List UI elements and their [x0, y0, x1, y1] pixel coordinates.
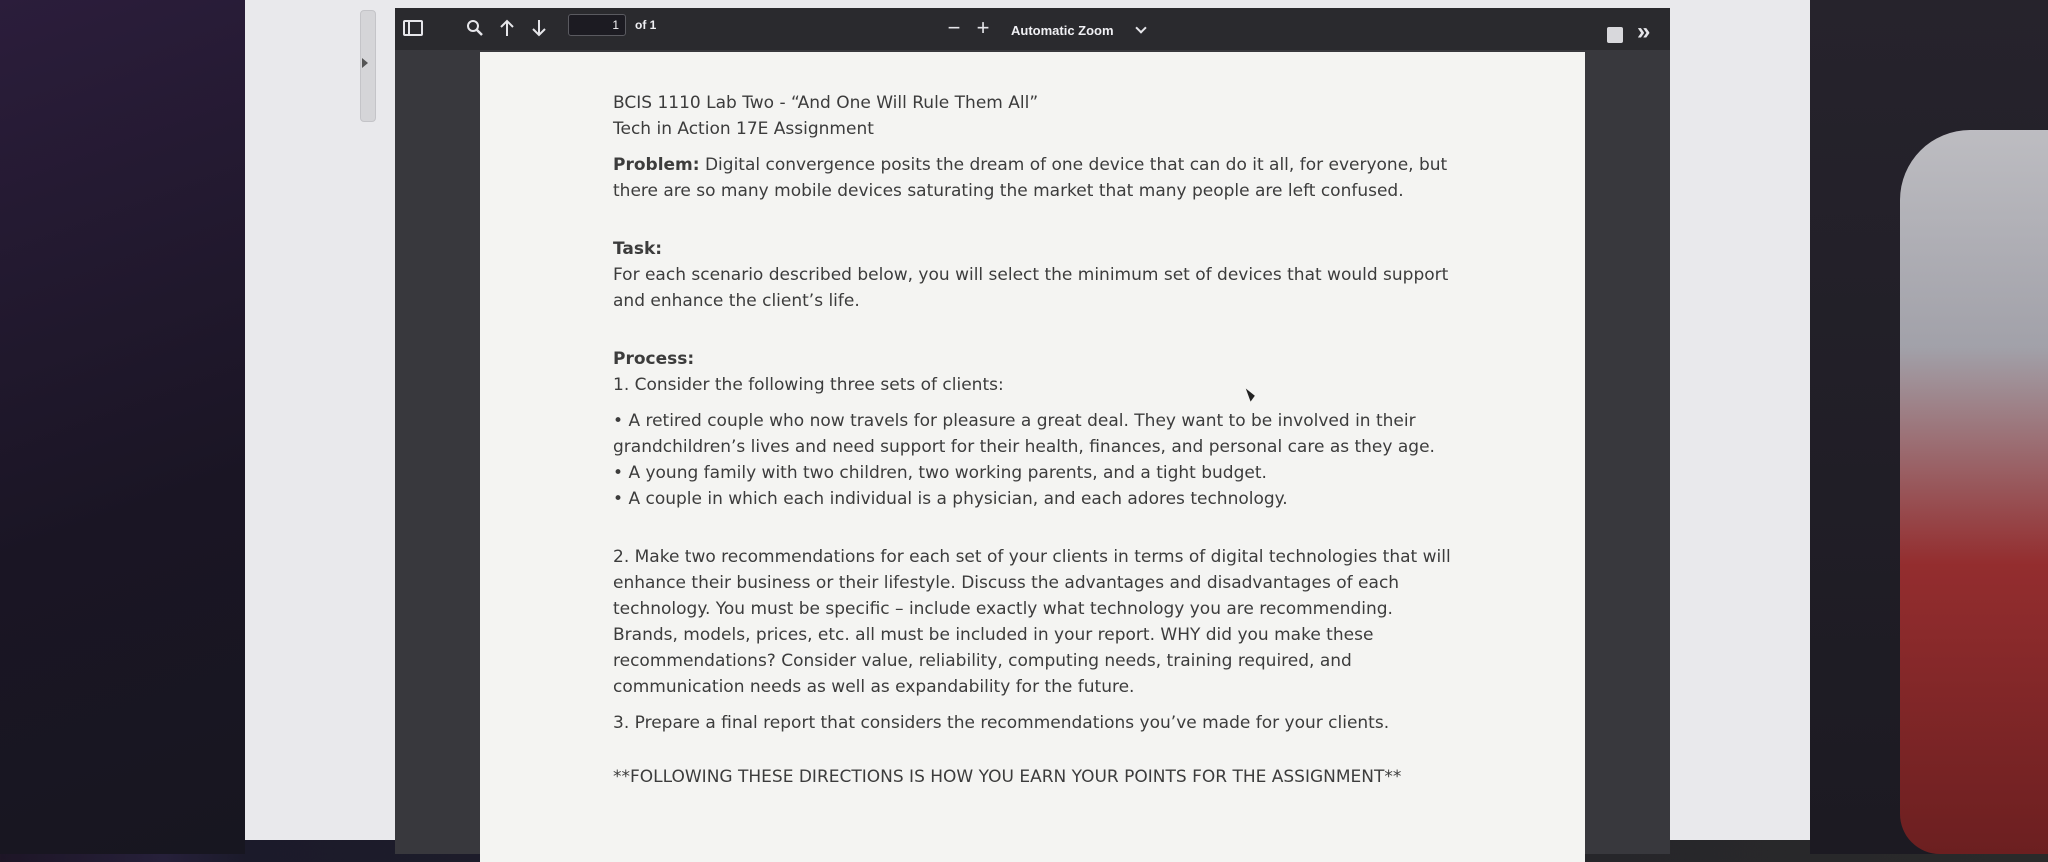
problem-text: Digital convergence posits the dream of one device that can do it all, for everyone, but there are so many mobile devices saturating the market that many people are left confused. — [613, 155, 1448, 201]
document-title: BCIS 1110 Lab Two - “And One Will Rule Them All” — [613, 93, 1039, 113]
double-chevron-right-icon[interactable]: » — [1637, 18, 1651, 45]
footer-note: **FOLLOWING THESE DIRECTIONS IS HOW YOU EARN YOUR POINTS FOR THE ASSIGNMENT** — [613, 767, 1402, 787]
problem-paragraph — [613, 152, 1458, 204]
step-2: 2. Make two recommendations for each set of your clients in terms of digital technologies that will enhance their business or their lifestyle. Discuss the advantages and disadvantages of each technology. You must be specific – include exactly what technology you are recommending. Brands, models, prices, etc. all must be included in your report. WHY did you make these recommendations? Consider value, reliability, computing needs, training required, and communication needs as well as expandability for the future. — [613, 547, 1451, 697]
task-text: For each scenario described below, you will select the minimum set of devices that would support and enhance the client’s life. — [613, 265, 1449, 311]
next-page-arrow-down-icon[interactable] — [527, 16, 551, 40]
zoom-select[interactable] — [1005, 18, 1153, 42]
step-1: 1. Consider the following three sets of clients: — [613, 375, 1004, 395]
document-content — [613, 90, 1458, 790]
process-label: Process: — [613, 349, 695, 369]
zoom-select-value: Automatic Zoom — [1011, 22, 1114, 38]
sidebar-toggle-icon[interactable] — [401, 16, 425, 40]
document-subtitle: Tech in Action 17E Assignment — [613, 119, 874, 139]
step-3: 3. Prepare a final report that considers the recommendations you’ve made for your clients. — [613, 713, 1390, 733]
client-item: • A couple in which each individual is a physician, and each adores technology. — [613, 486, 1458, 512]
zoom-in-icon[interactable]: + — [976, 15, 990, 40]
previous-page-arrow-up-icon[interactable] — [495, 16, 519, 40]
background-object — [1900, 130, 2048, 854]
presentation-mode-icon[interactable] — [1607, 27, 1623, 43]
search-icon[interactable] — [463, 16, 487, 40]
viewer-toolbar — [395, 8, 1670, 50]
client-item: • A retired couple who now travels for pleasure a great deal. They want to be involved in their grandchildren’s lives and need support for their health, finances, and personal care as they age. — [613, 408, 1458, 460]
pdf-viewer — [395, 8, 1670, 854]
zoom-out-icon[interactable]: − — [947, 15, 961, 40]
background-left — [0, 0, 245, 854]
expand-arrow-icon[interactable] — [362, 58, 368, 68]
task-label: Task: — [613, 239, 663, 259]
page-number-input[interactable]: 1 — [568, 14, 626, 36]
pdf-page — [480, 52, 1585, 862]
page-count: of 1 — [635, 18, 657, 32]
problem-label: Problem: — [613, 155, 700, 175]
chevron-down-icon — [1135, 22, 1146, 33]
client-item: • A young family with two children, two working parents, and a tight budget. — [613, 460, 1458, 486]
